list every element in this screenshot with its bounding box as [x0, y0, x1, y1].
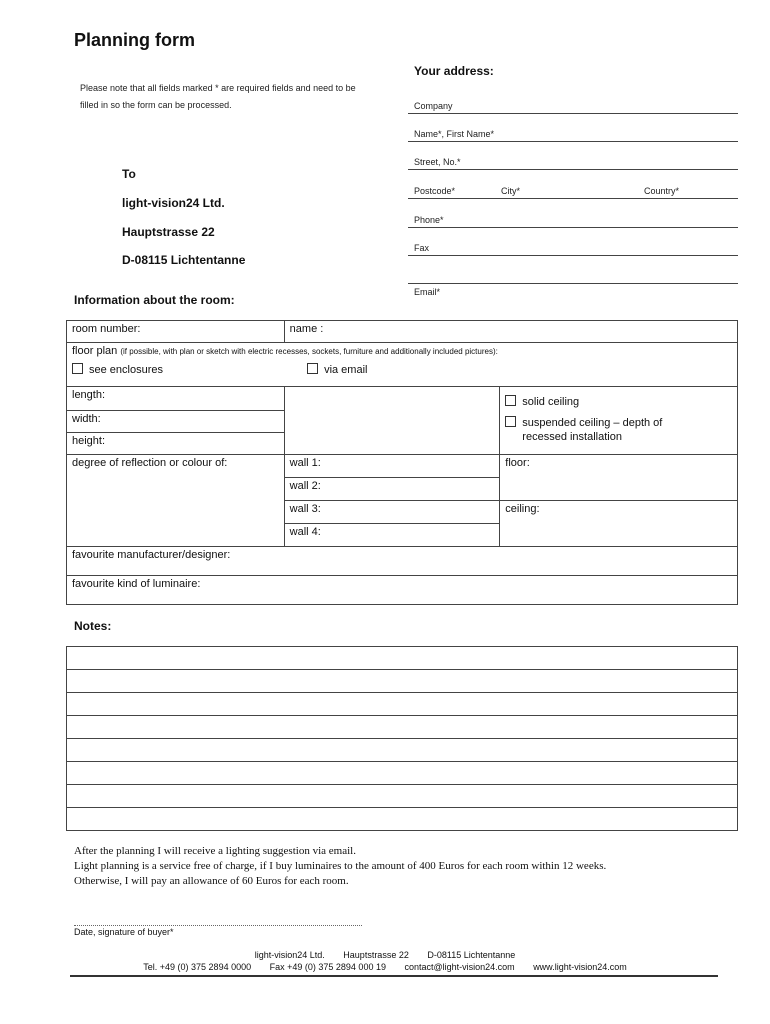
width-cell[interactable]	[67, 411, 285, 433]
postcode-city-country-field[interactable]	[408, 178, 738, 199]
room-info-table	[66, 320, 738, 605]
notice-line-2: filled in so the form can be processed.	[80, 100, 232, 110]
ceiling-cell[interactable]	[500, 501, 738, 547]
room-number-label: room number:	[72, 323, 141, 335]
room-number-cell[interactable]	[67, 321, 285, 343]
solid-ceiling-option[interactable]	[505, 395, 732, 408]
via-email-option[interactable]	[307, 364, 367, 376]
floor-label: floor:	[505, 457, 530, 469]
wall3-label: wall 3:	[289, 503, 321, 515]
reflection-label: degree of reflection or colour of:	[72, 457, 228, 469]
notes-line[interactable]	[67, 647, 738, 670]
company-field[interactable]	[408, 93, 738, 114]
footer-address	[0, 950, 770, 960]
solid-ceiling-label: solid ceiling	[522, 396, 580, 408]
street-label: Street, No.*	[414, 157, 461, 167]
floor-plan-cell	[67, 343, 738, 387]
postcode-label: Postcode*	[414, 186, 456, 196]
fax-field[interactable]	[408, 235, 738, 256]
length-cell[interactable]	[67, 387, 285, 411]
via-email-checkbox[interactable]	[307, 363, 318, 374]
notes-line[interactable]	[67, 693, 738, 716]
notes-heading: Notes:	[74, 619, 112, 633]
room-name-cell[interactable]	[284, 321, 737, 343]
dimensions-blank-cell[interactable]	[284, 387, 500, 455]
luminaire-cell[interactable]	[67, 576, 738, 605]
email-field[interactable]	[408, 263, 738, 297]
footer-street: Hauptstrasse 22	[343, 950, 409, 960]
see-enclosures-label: see enclosures	[89, 364, 163, 376]
reflection-cell	[67, 455, 285, 547]
see-enclosures-option[interactable]	[72, 363, 304, 376]
manufacturer-cell[interactable]	[67, 547, 738, 576]
room-name-label: name :	[289, 323, 324, 335]
phone-field[interactable]	[408, 207, 738, 228]
footer-fax: Fax +49 (0) 375 2894 000 19	[269, 962, 386, 972]
wall1-label: wall 1:	[289, 457, 321, 469]
recipient-to: To	[122, 167, 136, 181]
email-label: Email*	[414, 287, 441, 297]
wall1-cell[interactable]	[284, 455, 500, 478]
suspended-ceiling-option[interactable]	[505, 416, 732, 429]
wall2-label: wall 2:	[289, 480, 321, 492]
manufacturer-label: favourite manufacturer/designer:	[72, 549, 231, 561]
footer-contact	[0, 962, 770, 972]
height-cell[interactable]	[67, 433, 285, 455]
notes-line[interactable]	[67, 739, 738, 762]
closing-line-2: Light planning is a service free of charge, if I buy luminaires to the amount of 400 Euros for each room within 12 weeks.	[74, 860, 607, 872]
notes-line[interactable]	[67, 785, 738, 808]
recipient-city: D-08115 Lichtentanne	[122, 253, 246, 267]
city-label: City*	[501, 186, 521, 196]
footer-city: D-08115 Lichtentanne	[427, 950, 516, 960]
see-enclosures-checkbox[interactable]	[72, 363, 83, 374]
footer-divider	[70, 975, 718, 977]
country-label: Country*	[644, 186, 680, 196]
ceiling-type-cell	[500, 387, 738, 455]
footer-company: light-vision24 Ltd.	[254, 950, 325, 960]
closing-line-1: After the planning I will receive a lighting suggestion via email.	[74, 845, 356, 857]
wall2-cell[interactable]	[284, 478, 500, 501]
street-field[interactable]	[408, 149, 738, 170]
length-label: length:	[72, 389, 106, 401]
ceiling-label: ceiling:	[505, 503, 540, 515]
suspended-ceiling-label-2: recessed installation	[522, 431, 622, 443]
footer-email[interactable]: contact@light-vision24.com	[404, 962, 515, 972]
room-section-heading: Information about the room:	[74, 293, 235, 307]
recipient-street: Hauptstrasse 22	[122, 225, 215, 239]
page-title: Planning form	[74, 30, 195, 50]
suspended-ceiling-label-1: suspended ceiling – depth of	[522, 417, 663, 429]
closing-line-3: Otherwise, I will pay an allowance of 60 Euros for each room.	[74, 875, 349, 887]
address-heading: Your address:	[414, 64, 494, 78]
fax-label: Fax	[414, 243, 430, 253]
width-label: width:	[72, 413, 101, 425]
height-label: height:	[72, 435, 106, 447]
company-label: Company	[414, 101, 453, 111]
wall3-cell[interactable]	[284, 501, 500, 524]
signature-label: Date, signature of buyer*	[74, 927, 174, 937]
footer-tel: Tel. +49 (0) 375 2894 0000	[143, 962, 252, 972]
wall4-cell[interactable]	[284, 524, 500, 547]
notes-table	[66, 646, 738, 831]
notes-line[interactable]	[67, 762, 738, 785]
recipient-company: light-vision24 Ltd.	[122, 196, 225, 210]
suspended-ceiling-checkbox[interactable]	[505, 416, 516, 427]
signature-line[interactable]	[74, 925, 362, 926]
notice-line-1: Please note that all fields marked * are required fields and need to be	[80, 83, 356, 93]
wall4-label: wall 4:	[289, 526, 321, 538]
name-label: Name*, First Name*	[414, 129, 495, 139]
via-email-label: via email	[324, 364, 368, 376]
name-field[interactable]	[408, 121, 738, 142]
notes-line[interactable]	[67, 716, 738, 739]
floor-plan-label: floor plan	[72, 345, 118, 357]
footer-web[interactable]: www.light-vision24.com	[533, 962, 627, 972]
notes-line[interactable]	[67, 670, 738, 693]
floor-plan-note: (if possible, with plan or sketch with electric recesses, sockets, furniture and additionally included pictures):	[120, 347, 498, 356]
phone-label: Phone*	[414, 215, 444, 225]
solid-ceiling-checkbox[interactable]	[505, 395, 516, 406]
floor-cell[interactable]	[500, 455, 738, 501]
luminaire-label: favourite kind of luminaire:	[72, 578, 201, 590]
notes-line[interactable]	[67, 808, 738, 831]
